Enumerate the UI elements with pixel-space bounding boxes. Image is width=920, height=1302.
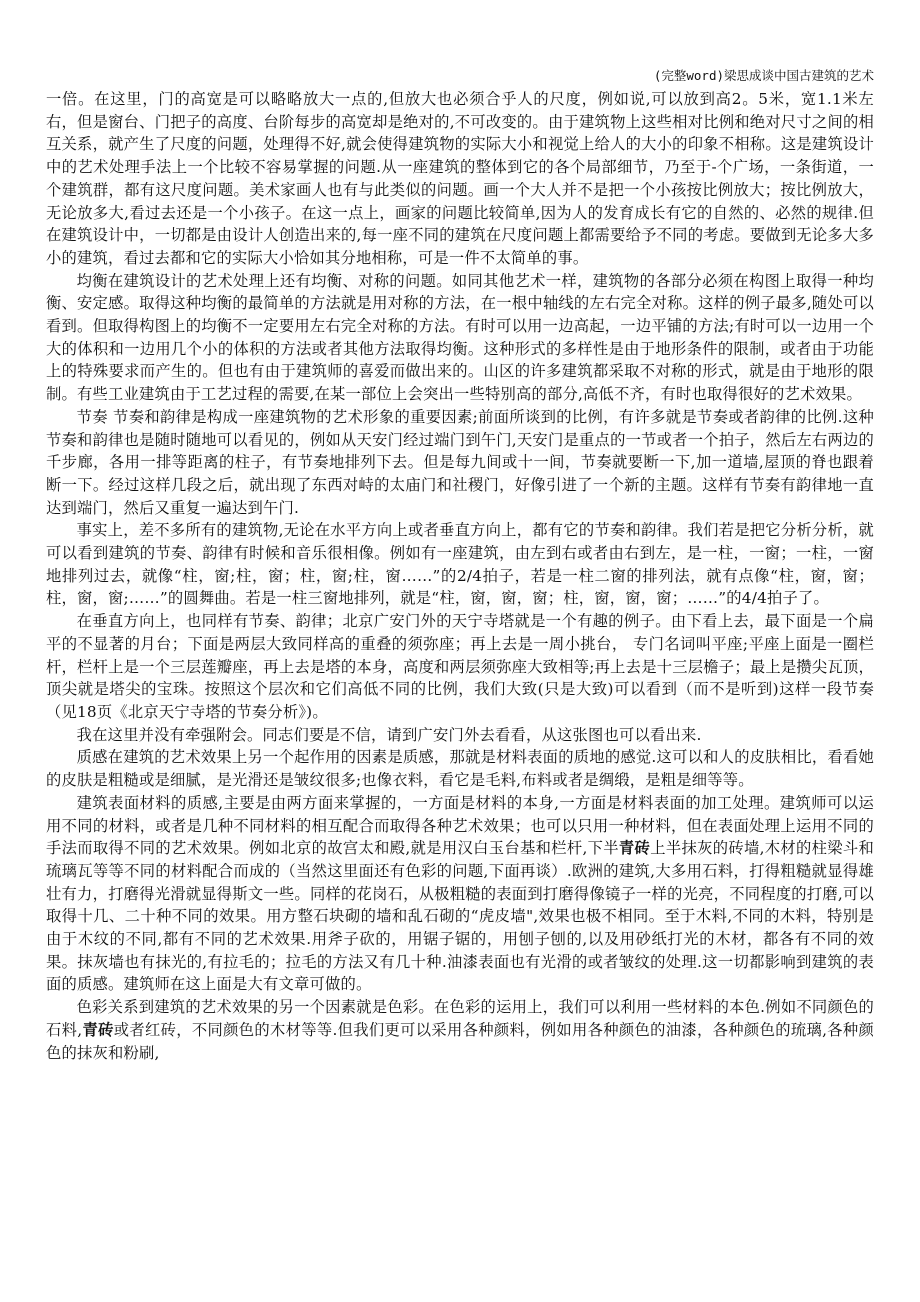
text-run: 建筑表面材料的质感,主要是由两方面来掌握的，一方面是材料的本身,一方面是材料表面的加工处理。建筑师可以运用不同的材料，或者是几种不同材料的相互配合而取得各种艺术效果；也可以只用一种材料，但在表面处理上运用不同的手法而取得不同的艺术效果。例如北京的故宫太和殿,就是用汉白玉台基和栏杆,下半	[46, 793, 874, 858]
paragraph-texture: 质感在建筑的艺术效果上另一个起作用的因素是质感，那就是材料表面的质地的感觉.这可以和人的皮肤相比，看看她的皮肤是粗糙或是细腻，是光滑还是皱纹很多;也像衣料，看它是毛料,布料或者是绸缎，是粗是细等等。	[46, 748, 874, 790]
paragraph-rhythm-music: 事实上，差不多所有的建筑物,无论在水平方向上或者垂直方向上，都有它的节奏和韵律。我们若是把它分析分析，就可以看到建筑的节奏、韵律有时候和音乐很相像。例如有一座建筑，由左到右或者由右到左，是一柱，一窗；一柱，一窗地排列过去，就像“柱，窗;柱，窗；柱，窗;柱，窗……”的2/4拍子，若是一柱二窗的排列法，就有点像“柱，窗，窗；柱，窗，窗;……”的圆舞曲。若是一柱三窗地排列，就是“柱，窗，窗，窗；柱，窗，窗，窗；……”的4/4拍子了。	[46, 521, 874, 608]
text-run: 上半抹灰的砖墙,木材的柱梁斗和琉璃瓦等等不同的材料配合而成的（当然这里面还有色彩的问题,下面再谈）.欧洲的建筑,大多用石料，打得粗糙就显得雄壮有力，打磨得光滑就显得斯文一些。同样的花岗石，从极粗糙的表面到打磨得像镜子一样的光亮，不同程度的打磨,可以取得十几、二十种不同的效果。用方整石块砌的墙和乱石砌的“虎皮墙",效果也极不相同。至于木料,不同的木料，特别是由于木纹的不同,都有不同的艺术效果.用斧子砍的，用锯子锯的，用刨子刨的,以及用砂纸打光的木材，都各有不同的效果。抹灰墙也有抹光的,有拉毛的；拉毛的方法又有几十种.油漆表面也有光滑的或者皱纹的处理.这一切都影响到建筑的表面的质感。建筑师在这上面是大有文章可做的。	[46, 839, 875, 994]
document-body	[46, 88, 874, 1064]
paragraph-scale-continued: 一倍。在这里，门的高宽是可以略略放大一点的,但放大也必须合乎人的尺度，例如说,可以放到高2。5米，宽1.1米左右，但是窗台、门把子的高度、台阶每步的高宽却是绝对的,不可改变的。由于建筑物上这些相对比例和绝对尺寸之间的相互关系，就产生了尺度的问题，处理得不好,就会使得建筑物的实际大小和视觉上给人的大小的印象不相称。这是建筑设计中的艺术处理手法上一个比较不容易掌握的问题.从一座建筑的整体到它的各个局部细节，乃至于-个广场，一条街道，一个建筑群，都有这尺度问题。美术家画人也有与此类似的问题。画一个大人并不是把一个小孩按比例放大；按比例放大，无论放多大,看过去还是一个小孩子。在这一点上，画家的问题比较简单,因为人的发育成长有它的自然的、必然的规律.但在建筑设计中，一切都是由设计人创造出来的,每一座不同的建筑在尺度问题上都需要给予不同的考虑。要做到无论多大多小的建筑，看过去都和它的实际大小恰如其分地相称，可是一件不太简单的事。	[46, 90, 874, 267]
text-run: 或者红砖，不同颜色的木材等等.但我们更可以采用各种颜料，例如用各种颜色的油漆，各种颜色的琉璃,各种颜色的抹灰和粉刷,	[46, 1020, 875, 1062]
paragraph-color	[46, 996, 874, 1064]
bold-term: 青砖	[82, 1020, 114, 1039]
paragraph-rhythm: 节奏 节奏和韵律是构成一座建筑物的艺术形象的重要因素;前面所谈到的比例，有许多就是节奏或者韵律的比例.这种节奏和韵律也是随时随地可以看见的，例如从天安门经过端门到午门,天安门是重点的一节或者一个拍子，然后左右两边的千步廊，各用一排等距离的柱子，有节奏地排列下去。但是每九间或十一间，节奏就要断一下,加一道墙,屋顶的脊也跟着断一下。经过这样几段之后，就出现了东西对峙的太庙门和社稷门，好像引进了一个新的主题。这样有节奏有韵律地一直达到端门，然后又重复一遍达到午门.	[46, 407, 874, 517]
text-run: 色彩关系到建筑的艺术效果的另一个因素就是色彩。在色彩的运用上，我们可以利用一些材料的本色.例如不同颜色的石料,	[46, 998, 874, 1039]
paragraph-balance: 均衡在建筑设计的艺术处理上还有均衡、对称的问题。如同其他艺术一样，建筑物的各部分必须在构图上取得一种均衡、安定感。取得这种均衡的最简单的方法就是用对称的方法，在一根中轴线的左右完全对称。这样的例子最多,随处可以看到。但取得构图上的均衡不一定要用左右完全对称的方法。有时可以用一边高起，一边平铺的方法;有时可以一边用一个大的体积和一边用几个小的体积的方法或者其他方法取得均衡。这种形式的多样性是由于地形条件的限制，或者由于功能上的特殊要求而产生的。但也有由于建筑师的喜爱而做出来的。山区的许多建筑都采取不对称的形式，就是由于地形的限制。有些工业建筑由于工艺过程的需要,在某一部位上会突出一些特别高的部分,高低不齐，有时也取得很好的艺术效果。	[46, 271, 874, 404]
bold-term: 青砖	[618, 839, 651, 858]
paragraph-vertical-rhythm: 在垂直方向上，也同样有节奏、韵律；北京广安门外的天宁寺塔就是一个有趣的例子。由下看上去，最下面是一个扁平的不显著的月台；下面是两层大致同样高的重叠的须弥座；再上去是一周小挑台， 专门名词叫平座;平座上面是一圈栏杆，栏杆上是一个三层莲瓣座，再上去是塔的本身，高度和两层须弥座大致相等;再上去是十三层檐子；最上是攒尖瓦顶，顶尖就是塔尖的宝珠。按照这个层次和它们高低不同的比例，我们大致(只是大致)可以看到（而不是听到)这样一段节奏（见18页《北京天宁寺塔的节奏分析》)。	[46, 612, 874, 721]
paragraph-texture-materials	[46, 792, 874, 996]
paragraph-not-far-fetched: 我在这里并没有牵强附会。同志们要是不信，请到广安门外去看看，从这张图也可以看出来.	[76, 725, 702, 744]
running-header: (完整word)梁思成谈中国古建筑的艺术	[653, 68, 874, 83]
